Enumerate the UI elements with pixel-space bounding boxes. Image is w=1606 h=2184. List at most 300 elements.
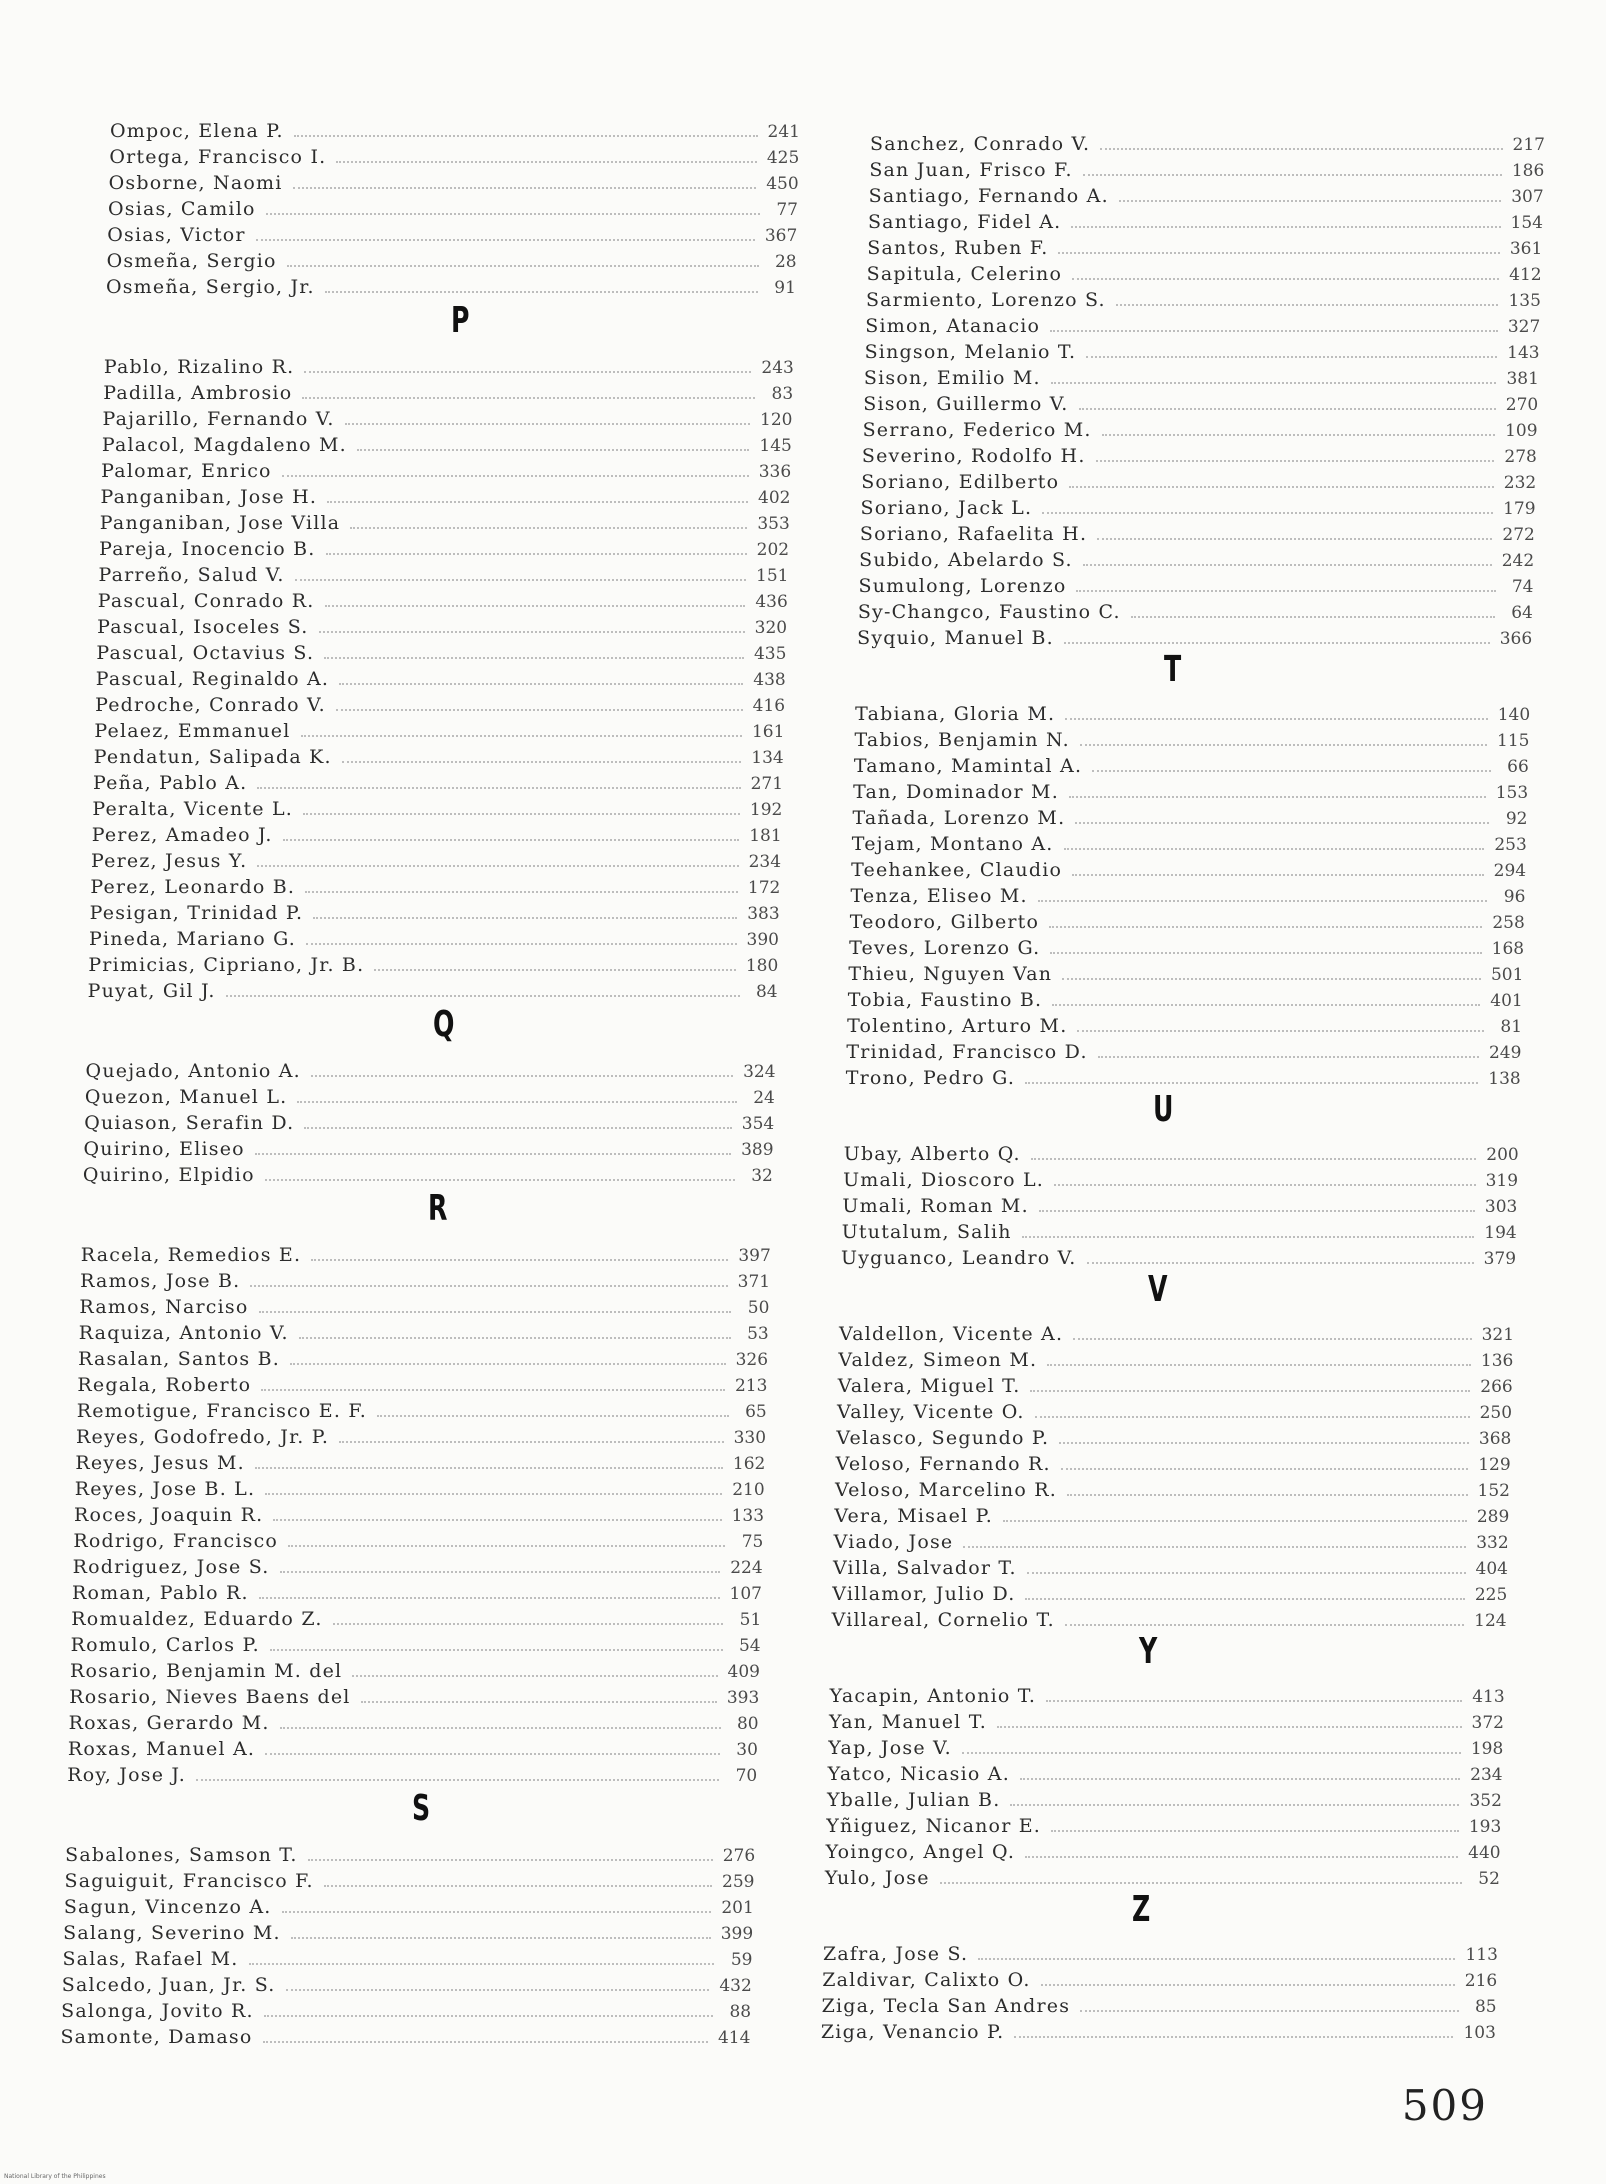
entry-name: Roxas, Manuel A. [67, 1738, 256, 1760]
index-entry [859, 549, 1534, 575]
section-letter-p: P [451, 300, 470, 341]
entry-page: 54 [738, 1636, 761, 1656]
entry-page: 210 [732, 1480, 765, 1500]
entry-name: Thieu, Nguyen Van [848, 963, 1053, 985]
index-entry [69, 1712, 759, 1738]
index-entry [67, 1764, 757, 1790]
dot-leader [249, 1962, 715, 1965]
entry-name: Velasco, Segundo P. [836, 1427, 1050, 1449]
index-entry [827, 1789, 1502, 1815]
dot-leader [282, 474, 749, 477]
index-entry [865, 341, 1540, 367]
entry-page: 194 [1484, 1223, 1517, 1243]
entry-page: 436 [755, 592, 788, 612]
dot-leader [1072, 873, 1484, 876]
index-entry [103, 382, 793, 408]
index-entry [73, 1530, 763, 1556]
entry-name: Ziga, Venancio P. [820, 2021, 1005, 2043]
dot-leader [1025, 1855, 1458, 1858]
dot-leader [997, 1725, 1461, 1728]
entry-page: 234 [1470, 1765, 1503, 1785]
entry-page: 409 [727, 1662, 760, 1682]
index-entry [108, 198, 798, 224]
entry-page: 234 [748, 852, 782, 872]
entry-name: Rodriguez, Jose S. [72, 1556, 270, 1578]
dot-leader [357, 448, 749, 451]
index-entry [848, 989, 1523, 1015]
entry-name: Raquiza, Antonio V. [78, 1322, 289, 1344]
dot-leader [308, 1858, 713, 1861]
index-entry [93, 772, 783, 798]
entry-page: 327 [1507, 317, 1541, 337]
dot-leader [265, 1492, 722, 1495]
entry-page: 366 [1499, 629, 1533, 649]
dot-leader [196, 1778, 719, 1781]
entry-name: Sarmiento, Lorenzo S. [865, 289, 1106, 311]
index-entry [106, 276, 796, 302]
entry-name: Sy-Changco, Faustino C. [857, 601, 1121, 623]
entry-page: 389 [741, 1140, 774, 1160]
entry-page: 136 [1480, 1351, 1514, 1371]
dot-leader [264, 2014, 713, 2017]
dot-leader [1131, 615, 1495, 618]
entry-page: 52 [1478, 1869, 1500, 1889]
dot-leader [265, 1178, 735, 1181]
entry-page: 371 [737, 1272, 771, 1292]
entry-name: Romualdez, Eduardo Z. [71, 1608, 323, 1630]
entry-page: 390 [746, 930, 779, 950]
dot-leader [1064, 847, 1485, 850]
entry-name: Rodrigo, Francisco [73, 1530, 279, 1552]
entry-page: 80 [736, 1714, 759, 1734]
entry-page: 276 [722, 1846, 756, 1866]
dot-leader [257, 786, 740, 789]
entry-name: Samonte, Damaso [60, 2026, 253, 2048]
entry-name: Puyat, Gil J. [87, 980, 216, 1002]
dot-leader [1025, 1597, 1464, 1600]
entry-name: Ututalum, Salih [841, 1221, 1012, 1243]
dot-leader [377, 1414, 729, 1417]
entry-name: Ortega, Francisco I. [109, 146, 327, 168]
entry-name: Quirino, Elpidio [82, 1164, 255, 1186]
entry-name: Roman, Pablo R. [71, 1582, 249, 1604]
entry-name: Zafra, Jose S. [822, 1943, 969, 1965]
index-entry [74, 1504, 764, 1530]
index-entry [855, 729, 1530, 755]
entry-name: Singson, Melanio T. [864, 341, 1077, 363]
dot-leader [1046, 1699, 1462, 1702]
entry-page: 321 [1481, 1325, 1515, 1345]
entry-page: 243 [761, 358, 794, 378]
entry-name: Salonga, Jovito R. [61, 2000, 254, 2022]
index-entry [850, 911, 1525, 937]
entry-page: 51 [739, 1610, 762, 1630]
index-entry [71, 1634, 761, 1660]
entry-page: 181 [749, 826, 782, 846]
dot-leader [306, 942, 737, 945]
dot-leader [294, 134, 758, 137]
dot-leader [1075, 821, 1489, 824]
entry-page: 303 [1484, 1197, 1518, 1217]
entry-name: Valdellon, Vicente A. [839, 1323, 1064, 1345]
index-entry [75, 1452, 765, 1478]
section-letter-s: S [412, 1788, 431, 1829]
index-entry [832, 1583, 1507, 1609]
index-entry [68, 1738, 758, 1764]
index-entry [62, 1974, 752, 2000]
index-entry [858, 601, 1533, 627]
entry-name: Simon, Atanacio [865, 315, 1041, 337]
entry-page: 368 [1478, 1429, 1512, 1449]
dot-leader [1035, 1415, 1470, 1418]
index-entry [863, 393, 1538, 419]
entry-page: 450 [766, 174, 799, 194]
entry-page: 241 [767, 122, 800, 142]
dot-leader [290, 1362, 726, 1365]
index-entry [830, 1685, 1505, 1711]
entry-page: 91 [774, 278, 796, 298]
entry-name: Primicias, Cipriano, Jr. B. [88, 954, 365, 976]
dot-leader [1051, 1829, 1459, 1832]
dot-leader [293, 186, 757, 189]
entry-page: 74 [1511, 577, 1534, 597]
dot-leader [361, 1700, 717, 1703]
entry-name: Racela, Remedios E. [80, 1244, 302, 1266]
entry-name: Tabios, Benjamin N. [854, 729, 1070, 751]
index-entry [89, 928, 779, 954]
entry-name: Valera, Miguel T. [837, 1375, 1021, 1397]
index-entry [92, 824, 782, 850]
entry-page: 28 [774, 252, 797, 272]
entry-page: 145 [759, 436, 792, 456]
dot-leader [1051, 381, 1497, 384]
entry-name: Serrano, Federico M. [862, 419, 1092, 441]
index-entry [69, 1686, 759, 1712]
dot-leader [250, 1284, 727, 1287]
entry-name: Tejam, Montano A. [851, 833, 1054, 855]
entry-name: Valdez, Simeon M. [838, 1349, 1038, 1371]
entry-name: Pelaez, Emmanuel [94, 720, 291, 742]
entry-name: Osmeña, Sergio, Jr. [105, 276, 315, 298]
index-entry [71, 1608, 761, 1634]
entry-name: Romulo, Carlos P. [70, 1634, 260, 1656]
dot-leader [1031, 1157, 1476, 1160]
dot-leader [1071, 225, 1500, 228]
dot-leader [297, 1100, 737, 1103]
entry-page: 124 [1474, 1611, 1507, 1631]
entry-name: Yap, Jose V. [828, 1737, 952, 1759]
index-entry [81, 1244, 771, 1270]
index-entry [835, 1479, 1510, 1505]
dot-leader [1083, 563, 1492, 566]
index-entry [849, 937, 1524, 963]
entry-page: 402 [758, 488, 791, 508]
index-entry [78, 1348, 768, 1374]
entry-page: 120 [760, 410, 793, 430]
index-entry [833, 1557, 1508, 1583]
entry-page: 59 [730, 1950, 753, 1970]
entry-page: 186 [1511, 161, 1545, 181]
index-entry [864, 367, 1539, 393]
index-entry [869, 159, 1544, 185]
index-entry [867, 263, 1542, 289]
index-entry [84, 1112, 774, 1138]
dot-leader [352, 1674, 717, 1677]
index-entry [63, 1922, 753, 1948]
entry-name: Palomar, Enrico [101, 460, 272, 482]
entry-name: Peralta, Vicente L. [92, 798, 294, 820]
entry-name: Quirino, Eliseo [83, 1138, 245, 1160]
index-entry [86, 1060, 776, 1086]
entry-name: Yoingco, Angel Q. [825, 1841, 1016, 1863]
entry-name: Salang, Severino M. [63, 1922, 281, 1944]
entry-name: Yñiguez, Nicanor E. [826, 1815, 1042, 1837]
entry-page: 253 [1494, 835, 1527, 855]
entry-name: Santiago, Fernando A. [868, 185, 1109, 207]
entry-name: San Juan, Frisco F. [869, 159, 1073, 181]
entry-name: Trinidad, Francisco D. [846, 1041, 1088, 1063]
dot-leader [336, 160, 756, 163]
entry-name: Sison, Emilio M. [863, 367, 1041, 389]
index-entry [848, 963, 1523, 989]
index-entry [62, 1948, 752, 1974]
dot-leader [280, 1570, 721, 1573]
entry-name: Yacapin, Antonio T. [829, 1685, 1037, 1707]
entry-page: 85 [1474, 1997, 1497, 2017]
entry-page: 115 [1497, 731, 1530, 751]
entry-name: Pesigan, Trinidad P. [89, 902, 304, 924]
index-entry [865, 315, 1540, 341]
dot-leader [273, 1518, 721, 1521]
page-number: 509 [1401, 2081, 1488, 2130]
entry-page: 201 [721, 1898, 754, 1918]
entry-page: 109 [1505, 421, 1538, 441]
entry-page: 152 [1477, 1481, 1510, 1501]
entry-page: 84 [755, 982, 778, 1002]
dot-leader [1098, 1055, 1479, 1058]
dot-leader [261, 1388, 725, 1391]
entry-page: 249 [1488, 1043, 1522, 1063]
dot-leader [339, 1440, 723, 1443]
index-entry [72, 1582, 762, 1608]
index-entry [92, 798, 782, 824]
entry-name: Teehankee, Claudio [851, 859, 1063, 881]
index-entry [94, 720, 784, 746]
dot-leader [1052, 1003, 1480, 1006]
dot-leader [1064, 641, 1490, 644]
index-entry [854, 755, 1529, 781]
entry-page: 96 [1503, 887, 1526, 907]
entry-name: Tobia, Faustino B. [847, 989, 1043, 1011]
entry-page: 425 [766, 148, 800, 168]
entry-page: 401 [1490, 991, 1523, 1011]
index-entry [104, 356, 794, 382]
index-entry [79, 1322, 769, 1348]
entry-name: Teodoro, Gilberto [849, 911, 1040, 933]
entry-name: Rosario, Nieves Baens del [69, 1686, 351, 1708]
entry-name: Saguiguit, Francisco F. [64, 1870, 314, 1892]
entry-page: 354 [741, 1114, 775, 1134]
entry-name: Villareal, Cornelio T. [831, 1609, 1055, 1631]
entry-name: Soriano, Jack L. [860, 497, 1033, 519]
entry-name: Reyes, Jesus M. [75, 1452, 245, 1474]
entry-page: 432 [719, 1976, 752, 1996]
index-entry [839, 1323, 1514, 1349]
entry-name: Pablo, Rizalino R. [103, 356, 295, 378]
index-entry [841, 1247, 1516, 1273]
dot-leader [333, 1622, 724, 1625]
dot-leader [257, 864, 738, 867]
index-entry [843, 1169, 1518, 1195]
entry-page: 133 [731, 1506, 765, 1526]
footer-note: National Library of the Philippines [4, 2173, 106, 2180]
entry-name: Roces, Joaquin R. [74, 1504, 264, 1526]
entry-name: Osias, Victor [107, 224, 246, 246]
entry-name: Severino, Rodolfo H. [861, 445, 1086, 467]
entry-page: 66 [1507, 757, 1529, 777]
index-entry [75, 1478, 765, 1504]
dot-leader [1119, 199, 1501, 202]
entry-page: 151 [756, 566, 789, 586]
index-entry [859, 575, 1534, 601]
entry-page: 77 [776, 200, 798, 220]
dot-leader [1003, 1519, 1467, 1522]
dot-leader [301, 734, 742, 737]
entry-name: Rasalan, Santos B. [78, 1348, 280, 1370]
dot-leader [1039, 1209, 1475, 1212]
dot-leader [324, 1884, 712, 1887]
dot-leader [1030, 1389, 1470, 1392]
dot-leader [1049, 925, 1482, 928]
dot-leader [1014, 2035, 1453, 2038]
entry-name: Pascual, Reginaldo A. [95, 668, 330, 690]
section-letter-q: Q [432, 1004, 455, 1045]
index-entry [842, 1195, 1517, 1221]
index-entry [90, 876, 780, 902]
entry-page: 271 [750, 774, 784, 794]
entry-page: 217 [1512, 135, 1545, 155]
dot-leader [1041, 1983, 1455, 1986]
index-entry [821, 2021, 1496, 2047]
entry-name: Palacol, Magdaleno M. [101, 434, 347, 456]
index-entry [852, 807, 1527, 833]
entry-page: 213 [734, 1376, 768, 1396]
entry-name: Panganiban, Jose Villa [99, 512, 341, 534]
section-letter-r: R [428, 1188, 448, 1229]
dot-leader [1079, 407, 1496, 410]
dot-leader [1080, 2009, 1458, 2012]
entry-page: 200 [1486, 1145, 1519, 1165]
entry-page: 64 [1511, 603, 1533, 623]
index-entry [109, 172, 799, 198]
index-entry [846, 1041, 1521, 1067]
entry-name: Ompoc, Elena P. [110, 120, 284, 142]
entry-page: 129 [1478, 1455, 1511, 1475]
entry-name: Peña, Pablo A. [93, 772, 248, 794]
entry-page: 266 [1480, 1377, 1513, 1397]
entry-page: 367 [764, 226, 798, 246]
entry-page: 242 [1501, 551, 1535, 571]
section-letter-u: U [1152, 1089, 1174, 1130]
entry-page: 250 [1479, 1403, 1513, 1423]
entry-name: Quiason, Serafin D. [84, 1112, 295, 1134]
entry-page: 162 [732, 1454, 766, 1474]
entry-page: 202 [756, 540, 790, 560]
dot-leader [963, 1545, 1466, 1548]
entry-page: 24 [753, 1088, 775, 1108]
entry-name: Quejado, Antonio A. [85, 1060, 301, 1082]
entry-page: 393 [726, 1688, 760, 1708]
entry-name: Ramos, Narciso [79, 1296, 249, 1318]
dot-leader [1065, 717, 1487, 720]
dot-leader [1096, 459, 1495, 462]
entry-name: Pedroche, Conrado V. [95, 694, 326, 716]
dot-leader [1062, 977, 1481, 980]
entry-name: Roxas, Gerardo M. [68, 1712, 270, 1734]
entry-name: Yulo, Jose [824, 1867, 930, 1889]
dot-leader [1100, 147, 1502, 150]
entry-name: Osmeña, Sergio [106, 250, 277, 272]
index-entry [870, 133, 1545, 159]
dot-leader [342, 760, 742, 763]
entry-page: 352 [1469, 1791, 1502, 1811]
entry-page: 113 [1465, 1945, 1498, 1965]
dot-leader [256, 238, 755, 241]
index-entry [70, 1660, 760, 1686]
index-entry [852, 833, 1527, 859]
dot-leader [282, 1910, 712, 1913]
entry-page: 75 [741, 1532, 764, 1552]
entry-page: 225 [1474, 1585, 1508, 1605]
entry-name: Tañada, Lorenzo M. [852, 807, 1066, 829]
index-entry [101, 460, 791, 486]
entry-page: 353 [757, 514, 790, 534]
entry-name: Reyes, Jose B. L. [74, 1478, 256, 1500]
index-entry [837, 1401, 1512, 1427]
index-entry [97, 616, 787, 642]
entry-name: Umali, Dioscoro L. [843, 1169, 1045, 1191]
dot-leader [326, 552, 747, 555]
entry-name: Pajarillo, Fernando V. [102, 408, 335, 430]
entry-page: 278 [1504, 447, 1537, 467]
entry-name: Osborne, Naomi [108, 172, 283, 194]
entry-page: 179 [1503, 499, 1536, 519]
entry-name: Yballe, Julian B. [826, 1789, 1001, 1811]
entry-page: 435 [753, 644, 787, 664]
entry-page: 216 [1464, 1971, 1498, 1991]
entry-name: Roy, Jose J. [67, 1764, 186, 1786]
entry-page: 193 [1468, 1817, 1502, 1837]
entry-page: 416 [752, 696, 786, 716]
entry-page: 50 [747, 1298, 770, 1318]
index-entry [96, 642, 786, 668]
dot-leader [1116, 303, 1499, 306]
dot-leader [1092, 769, 1491, 772]
entry-page: 320 [754, 618, 788, 638]
entry-name: Uyguanco, Leandro V. [841, 1247, 1077, 1269]
index-entry [838, 1349, 1513, 1375]
entry-page: 399 [720, 1924, 754, 1944]
dot-leader [1102, 433, 1495, 436]
index-entry [842, 1221, 1517, 1247]
entry-page: 379 [1483, 1249, 1517, 1269]
dot-leader [299, 1336, 731, 1339]
entry-page: 143 [1507, 343, 1540, 363]
dot-leader [266, 212, 760, 215]
dot-leader [1097, 537, 1492, 540]
index-entry [855, 703, 1530, 729]
dot-leader [940, 1881, 1462, 1884]
